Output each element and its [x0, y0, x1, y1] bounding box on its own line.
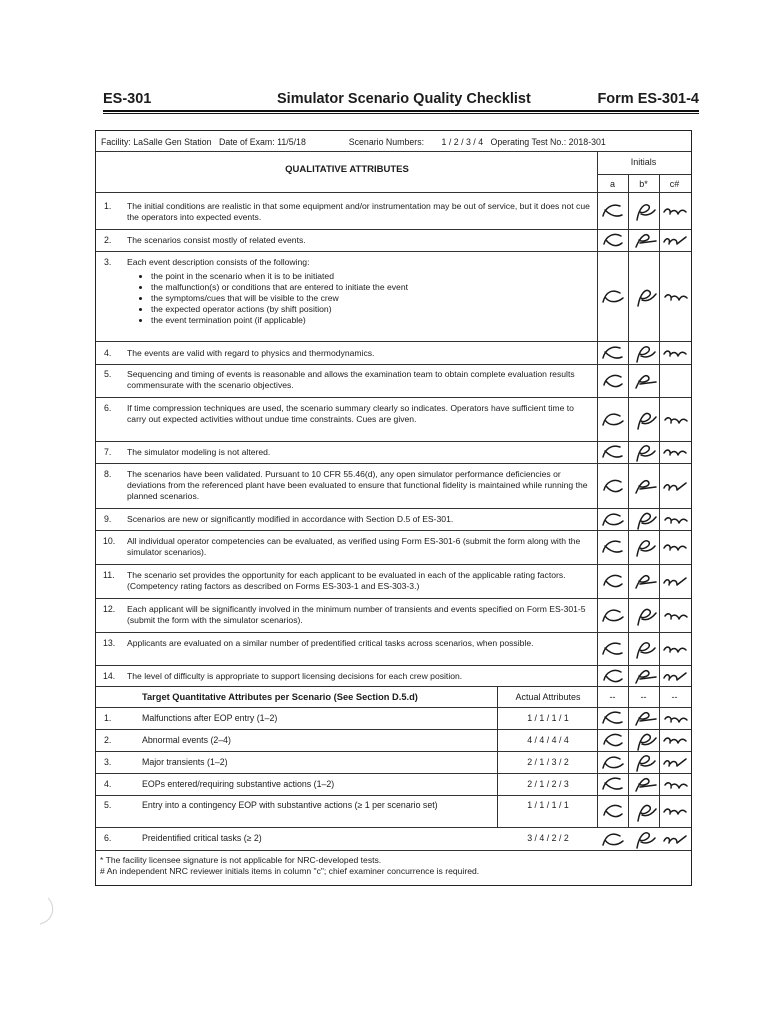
grid-line [96, 463, 691, 464]
initials-b-mark [631, 638, 657, 660]
quantitative-title: Target Quantitative Attributes per Scenario (See Section D.5.d) [142, 692, 418, 702]
list-item: • the point in the scenario when it is to be initiated [151, 271, 593, 282]
initials-b-mark [631, 536, 657, 558]
item-number: 9. [104, 514, 112, 524]
initials-b-mark [631, 773, 657, 795]
attribute-text: EOPs entered/requiring substantive actions (1–2) [142, 779, 335, 789]
list-item: • the event termination point (if applicable) [151, 315, 593, 326]
initials-a-mark [600, 707, 626, 729]
scenario-label: Scenario Numbers: [348, 137, 425, 147]
initials-a-mark [600, 665, 626, 687]
item-text [127, 235, 593, 246]
header-rule [103, 110, 699, 112]
item-description: Each applicant will be significantly involved in the minimum number of transients and events specified on Form ES-301-5 (submit the form with the simulator scenarios). [127, 604, 586, 625]
initials-c-mark [662, 800, 688, 822]
item-number: 14. [103, 671, 116, 681]
grid-line [96, 564, 691, 565]
item-text [127, 257, 593, 326]
initials-b-mark [631, 604, 657, 626]
item-text [127, 570, 593, 592]
initials-c-mark [662, 570, 688, 592]
initials-c-mark [662, 828, 688, 850]
grid-line [96, 795, 691, 796]
item-description: Scenarios are new or significantly modified in accordance with Section D.5 of ES-301. [127, 514, 454, 524]
column-c-dash: -- [671, 692, 678, 702]
item-description: Applicants are evaluated on a similar number of predentified critical tasks across scenarios, when possible. [127, 638, 534, 648]
initials-a-mark [600, 828, 626, 850]
initials-b-mark [631, 665, 657, 687]
grid-line [597, 174, 691, 175]
initials-c-mark [662, 285, 688, 307]
initials-c-mark [662, 665, 688, 687]
attribute-number: 4. [104, 779, 112, 789]
initials-c-mark [662, 536, 688, 558]
initials-b-mark [631, 508, 657, 530]
item-description: All individual operator competencies can be evaluated, as verified using Form ES-301-6 (submit the form along with the simulator scenarios). [127, 536, 581, 557]
initials-a-mark [600, 408, 626, 430]
initials-a-mark [600, 200, 626, 222]
initials-b-mark [631, 408, 657, 430]
initials-b-mark [631, 342, 657, 364]
item-text [127, 201, 593, 223]
initials-b-mark [631, 370, 657, 392]
form-header [103, 91, 699, 111]
actual-attribute-value: 1 / 1 / 1 / 1 [527, 713, 569, 723]
footnote-reviewer: # An independent NRC reviewer initials items in column "c"; chief examiner concurrence is required. [100, 866, 480, 876]
column-b-header: b* [639, 179, 648, 189]
item-description: The scenarios consist mostly of related events. [127, 235, 306, 245]
actual-attribute-value: 2 / 1 / 3 / 2 [527, 757, 569, 767]
item-description: If time compression techniques are used, the scenario summary clearly so indicates. Operators have sufficient time to carry out expected activities without undue time constraints. Cues are given. [127, 403, 574, 424]
item-text [127, 514, 593, 525]
initials-b-mark [631, 441, 657, 463]
item-description: Sequencing and timing of events is reasonable and allows the examination team to obtain complete evaluation results commensurate with the scenario objectives. [127, 369, 575, 390]
item-number: 11. [103, 570, 115, 580]
item-text [127, 447, 593, 458]
item-description: The level of difficulty is appropriate to support licensing decisions for each crew position. [127, 671, 463, 681]
initials-b-mark [631, 475, 657, 497]
initials-a-mark [600, 285, 626, 307]
item-text [127, 469, 593, 502]
initials-label: Initials [630, 157, 657, 167]
grid-line [96, 192, 691, 193]
initials-c-mark [662, 751, 688, 773]
scenario-numbers: 1 / 2 / 3 / 4 [441, 137, 484, 147]
item-text [127, 638, 593, 649]
initials-b-mark [631, 800, 657, 822]
initials-c-mark [662, 638, 688, 660]
attribute-number: 2. [104, 735, 112, 745]
item-number: 7. [104, 447, 112, 457]
item-number: 13. [103, 638, 116, 648]
event-description-list [127, 271, 593, 326]
item-number: 10. [103, 536, 116, 546]
item-description: Each event description consists of the following: [127, 257, 310, 267]
initials-c-mark [662, 604, 688, 626]
footnote-facility: * The facility licensee signature is not applicable for NRC-developed tests. [100, 855, 382, 865]
item-text [127, 671, 593, 682]
item-description: The scenarios have been validated. Pursuant to 10 CFR 55.46(d), any open simulator performance deficiencies or deviations from the referenced plant have been evaluated to ensure that functional fidelity is maintained while running the planned scenarios. [127, 469, 588, 501]
attribute-number: 5. [104, 800, 112, 810]
grid-line [96, 364, 691, 365]
initials-b-mark [631, 828, 657, 850]
initials-b-mark [631, 729, 657, 751]
attribute-number: 3. [104, 757, 112, 767]
initials-b-mark [631, 200, 657, 222]
initials-b-mark [631, 707, 657, 729]
initials-c-mark [662, 200, 688, 222]
qualitative-title: QUALITATIVE ATTRIBUTES [285, 164, 409, 175]
grid-line [96, 632, 691, 633]
grid-line [497, 686, 498, 827]
form-id-left: ES-301 [103, 91, 152, 107]
initials-b-mark [631, 229, 657, 251]
list-item: • the symptoms/cues that will be visible to the crew [151, 293, 593, 304]
initials-a-mark [600, 729, 626, 751]
initials-b-mark [631, 570, 657, 592]
item-description: The events are valid with regard to physics and thermodynamics. [127, 348, 375, 358]
exam-date: Date of Exam: 11/5/18 [218, 137, 306, 147]
column-b-dash: -- [640, 692, 647, 702]
initials-c-mark [662, 342, 688, 364]
initials-a-mark [600, 751, 626, 773]
item-text [127, 369, 593, 391]
initials-a-mark [600, 508, 626, 530]
grid-line [96, 850, 691, 851]
attribute-text: Malfunctions after EOP entry (1–2) [142, 713, 278, 723]
initials-a-mark [600, 604, 626, 626]
item-number: 8. [104, 469, 112, 479]
item-number: 1. [104, 201, 112, 211]
initials-c-mark [662, 729, 688, 751]
initials-c-mark [662, 475, 688, 497]
item-number: 5. [104, 369, 112, 379]
facility-name: Facility: LaSalle Gen Station [101, 137, 212, 147]
header-rule-thin [103, 113, 699, 114]
actual-attributes-label: Actual Attributes [515, 692, 581, 702]
item-description: The scenario set provides the opportunity for each applicant to be evaluated in each of the applicable rating factors. (Competency rating factors as described on Forms ES-303-1 and ES-303-3.) [127, 570, 566, 591]
initials-c-mark [662, 229, 688, 251]
attribute-text: Entry into a contingency EOP with substantive actions (≥ 1 per scenario set) [142, 800, 438, 810]
item-description: The initial conditions are realistic in that some equipment and/or instrumentation may be out of service, but it does not cue the operators into expected events. [127, 201, 590, 222]
column-c-header: c# [669, 179, 680, 189]
item-number: 3. [104, 257, 112, 267]
attribute-number: 6. [104, 833, 112, 843]
grid-line [96, 151, 691, 152]
grid-line [96, 397, 691, 398]
initials-a-mark [600, 800, 626, 822]
actual-attribute-value: 4 / 4 / 4 / 4 [527, 735, 569, 745]
scan-mark [34, 896, 56, 926]
actual-attribute-value: 2 / 1 / 2 / 3 [527, 779, 569, 789]
column-a-header: a [609, 179, 615, 189]
grid-line [597, 686, 598, 827]
initials-c-mark [662, 773, 688, 795]
grid-line [96, 598, 691, 599]
initials-a-mark [600, 536, 626, 558]
facility-line [101, 137, 611, 147]
grid-line [96, 251, 691, 252]
grid-line [597, 151, 598, 686]
item-number: 6. [104, 403, 112, 413]
grid-line [96, 530, 691, 531]
column-a-dash: -- [609, 692, 616, 702]
initials-a-mark [600, 342, 626, 364]
item-text [127, 604, 593, 626]
initials-a-mark [600, 370, 626, 392]
initials-c-mark [662, 408, 688, 430]
form-title: Simulator Scenario Quality Checklist [277, 91, 531, 107]
initials-a-mark [600, 570, 626, 592]
item-text [127, 348, 593, 359]
actual-attribute-value: 3 / 4 / 2 / 2 [527, 833, 569, 843]
list-item: • the malfunction(s) or conditions that are entered to initiate the event [151, 282, 593, 293]
initials-a-mark [600, 441, 626, 463]
attribute-text: Preidentified critical tasks (≥ 2) [142, 833, 262, 843]
initials-c-mark [662, 441, 688, 463]
initials-b-mark [631, 751, 657, 773]
item-number: 4. [104, 348, 112, 358]
initials-b-mark [631, 285, 657, 307]
grid-line [96, 686, 691, 687]
initials-a-mark [600, 773, 626, 795]
item-number: 12. [103, 604, 116, 614]
initials-c-mark [662, 508, 688, 530]
initials-a-mark [600, 638, 626, 660]
list-item: • the expected operator actions (by shift position) [151, 304, 593, 315]
operating-test: Operating Test No.: 2018-301 [490, 137, 606, 147]
initials-a-mark [600, 229, 626, 251]
item-text [127, 403, 593, 425]
item-number: 2. [104, 235, 112, 245]
attribute-text: Abnormal events (2–4) [142, 735, 231, 745]
item-description: The simulator modeling is not altered. [127, 447, 271, 457]
attribute-number: 1. [104, 713, 112, 723]
actual-attribute-value: 1 / 1 / 1 / 1 [527, 800, 569, 810]
initials-c-mark [662, 707, 688, 729]
item-text [127, 536, 593, 558]
initials-a-mark [600, 475, 626, 497]
form-id-right: Form ES-301-4 [597, 91, 699, 107]
attribute-text: Major transients (1–2) [142, 757, 228, 767]
